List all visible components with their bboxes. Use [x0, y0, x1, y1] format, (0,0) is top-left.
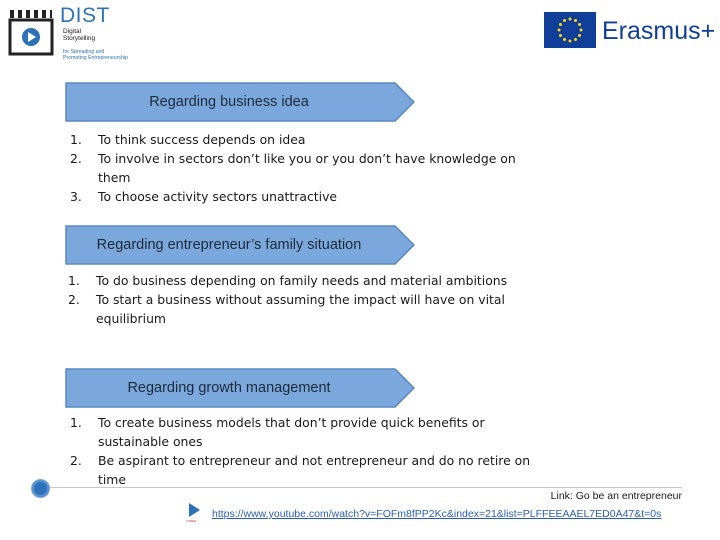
list-number: 2.: [68, 292, 80, 307]
video-link[interactable]: https://www.youtube.com/watch?v=FOFm8fPP2Kc&index=21&list=PLFFEEAAEL7ED0A47&t=0s: [212, 508, 662, 520]
section-list-family-situation: [68, 271, 548, 328]
erasmus-logo: [544, 12, 716, 50]
section-banner-business-idea: [65, 82, 415, 122]
dist-tagline-line: Promoting Entrepreneurship: [63, 55, 128, 61]
dist-subtitle-line: Storytelling: [63, 35, 96, 43]
list-number: 3.: [70, 189, 82, 204]
list-item: [68, 271, 548, 290]
list-text: To start a business without assuming the impact will have on vital equilibrium: [96, 292, 505, 326]
dist-subtitle-line: Digital: [63, 28, 82, 35]
section-title: Regarding business idea: [149, 94, 309, 110]
section-banner-growth-management: [65, 368, 415, 408]
list-item: [70, 413, 560, 451]
eu-star: [580, 29, 583, 32]
list-number: 1.: [70, 415, 82, 430]
eu-star: [563, 38, 566, 41]
section-title: Regarding growth management: [127, 380, 331, 396]
list-number: 1.: [68, 273, 80, 288]
section-list-growth-management: [70, 413, 560, 489]
list-item: [70, 130, 550, 149]
list-text: To do business depending on family needs and material ambitions: [96, 273, 508, 288]
list-text: To choose activity sectors unattractive: [98, 189, 338, 204]
eu-star: [569, 18, 572, 21]
dist-tagline: [63, 49, 128, 61]
list-number: 2.: [70, 151, 82, 166]
list-item: [70, 187, 550, 206]
eu-star: [558, 29, 561, 32]
list-number: 1.: [70, 132, 82, 147]
eu-star: [578, 23, 581, 26]
eu-star: [559, 23, 562, 26]
navigation-button-icon[interactable]: [31, 479, 50, 498]
section-title: Regarding entrepreneur’s family situation: [96, 237, 362, 253]
eu-star: [563, 19, 566, 22]
list-item: [70, 149, 550, 187]
eu-star: [559, 34, 562, 37]
dist-logo: [8, 4, 138, 60]
link-label: Link: Go be an entrepreneur: [550, 490, 682, 502]
dist-subtitle: [63, 28, 95, 42]
erasmus-wordmark: Erasmus+: [602, 17, 716, 45]
footer-divider: [46, 487, 682, 488]
section-banner-family-situation: [65, 225, 415, 265]
list-text: Be aspirant to entrepreneur and not entrepreneur and do no retire on time: [98, 453, 531, 487]
play-icon[interactable]: [189, 503, 200, 517]
eu-star: [574, 38, 577, 41]
list-item: [68, 290, 548, 328]
eu-star: [578, 34, 581, 37]
eu-star: [569, 40, 572, 43]
clapperboard-icon: [8, 8, 54, 56]
play-caption: LOREN: [186, 519, 197, 523]
dist-tagline-line: for Spreading and: [63, 49, 105, 55]
section-list-business-idea: [70, 130, 550, 206]
list-text: To think success depends on idea: [98, 132, 306, 147]
dist-title: DIST: [60, 4, 110, 27]
eu-flag-icon: [544, 12, 596, 48]
list-number: 2.: [70, 453, 82, 468]
eu-star: [574, 19, 577, 22]
list-item: [70, 451, 560, 489]
list-text: To create business models that don’t provide quick benefits or sustainable ones: [98, 415, 485, 449]
list-text: To involve in sectors don’t like you or you don’t have knowledge on them: [98, 151, 516, 185]
